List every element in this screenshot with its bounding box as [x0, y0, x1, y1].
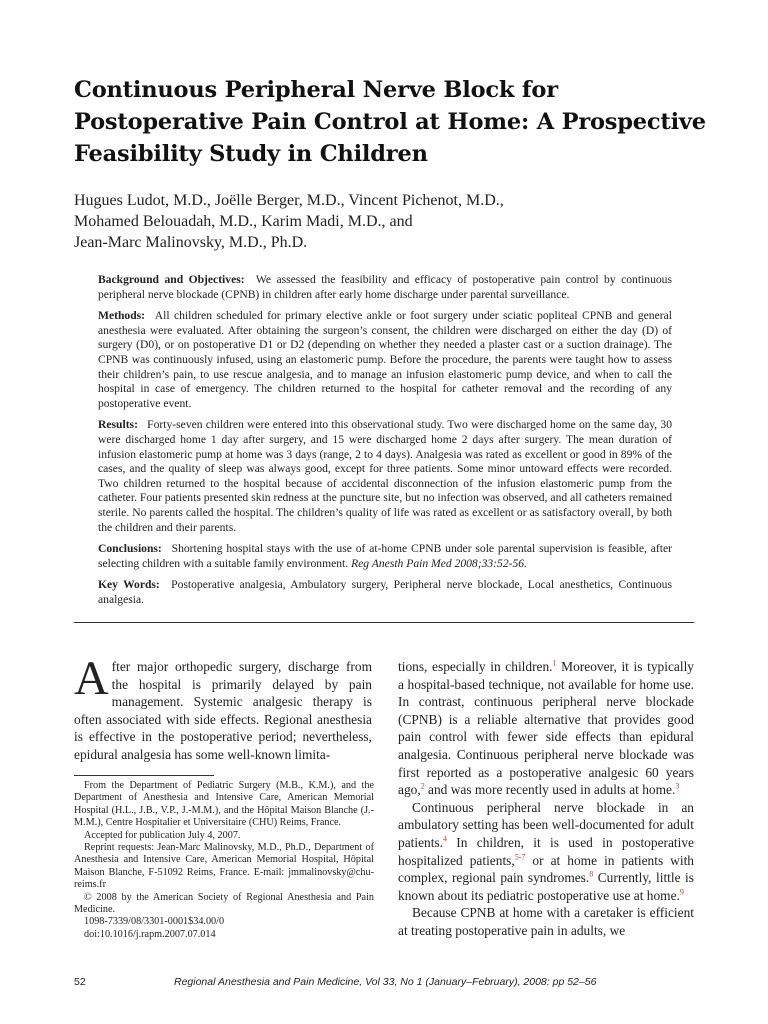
- author-line: Hugues Ludot, M.D., Joëlle Berger, M.D., Vincent Pichenot, M.D.,: [74, 192, 504, 209]
- body-text: Moreover, it is typically a hospital-based technique, not available for home use. In contrast, continuous peripheral nerve blockade (CPNB) is a reliable alternative that provides good pain control with fewer side effects than epidural analgesia. Continuous peripheral nerve blockade was first reported as a postoperative analgesic 60 years ago,: [398, 659, 694, 798]
- conclusions-text: Shortening hospital stays with the use of at-home CPNB under sole parental supervision is feasible, after selecting children with a suitable family environment.: [98, 542, 672, 570]
- drop-cap: A: [74, 652, 109, 705]
- reference-link[interactable]: 8: [589, 869, 594, 879]
- body-right-column: [398, 658, 694, 940]
- footnotes: [74, 780, 374, 941]
- footnote-issn: 1098-7339/08/3301-0001$34.00/0: [84, 916, 225, 928]
- body-text: Currently, little is known about its pediatric postoperative use at home.: [398, 870, 694, 903]
- reference-link[interactable]: 3: [675, 781, 680, 791]
- body-paragraph: [398, 658, 694, 799]
- body-left-column: [74, 652, 372, 764]
- footnote-doi: doi:10.1016/j.rapm.2007.07.014: [84, 928, 216, 940]
- keywords-label: Key Words:: [98, 578, 160, 592]
- article-title: [74, 74, 714, 170]
- methods-text: All children scheduled for primary elective ankle or foot surgery under sciatic popliteal CPNB and general anesthesia were evaluated. After obtaining the surgeon’s consent, the children were discharged on either the day (D) of surgery (D0), or on postoperative D1 or D2 (depending on whether they needed a plaster cast or a suction drainage). The CPNB was continuously infused, using an elastomeric pump. Before the procedure, the parents were taught how to assess their children’s pain, to use rescue analgesia, and to manage an infusion elastomeric pump device, and when to call the hospital in case of emergency. The children returned to the hospital for catheter removal and the recording of any postoperative event.: [98, 309, 672, 410]
- methods-label: Methods:: [98, 309, 146, 323]
- abstract-background: [98, 273, 672, 302]
- reference-link[interactable]: 2: [420, 781, 425, 791]
- body-text: Continuous peripheral nerve blockade in an ambulatory setting has been well-documented for adult patients.: [398, 799, 694, 850]
- abstract-results: [98, 418, 672, 535]
- results-label: Results:: [98, 418, 138, 432]
- background-label: Background and Objectives:: [98, 273, 245, 286]
- abstract-divider: [74, 622, 694, 623]
- reference-link[interactable]: 4: [443, 834, 447, 844]
- author-list: [74, 190, 714, 253]
- abstract-keywords: [98, 578, 672, 607]
- body-text: or at home in patients with complex, regional pain syndromes.: [398, 852, 694, 886]
- author-line: Mohamed Belouadah, M.D., Karim Madi, M.D., and: [74, 213, 413, 230]
- background-text: We assessed the feasibility and efficacy of postoperative pain control by continuous peripheral nerve blockade (CPNB) in children after early home discharge under parental surveillance.: [98, 273, 672, 301]
- abstract-methods: [98, 309, 672, 411]
- footnote-affiliation: From the Department of Pediatric Surgery (M.B., K.M.), and the Department of Anesthesia and Intensive Care, American Memorial Hospital (H.L., J.B., V.P., J.-M.M.), and the Hôpital Maison Blanche (J.-M.M.), Centre Hospitalier et Universitaire (CHU) Reims, France.: [74, 780, 374, 829]
- page-number: 52: [74, 976, 86, 988]
- author-line: Jean-Marc Malinovsky, M.D., Ph.D.: [74, 234, 308, 251]
- footnote-accepted: Accepted for publication July 4, 2007.: [84, 829, 241, 841]
- title-line: Postoperative Pain Control at Home: A Prospective: [74, 109, 706, 135]
- footnote-copyright: © 2008 by the American Society of Regional Anesthesia and Pain Medicine.: [74, 891, 374, 916]
- footnote-reprint: Reprint requests: Jean-Marc Malinovsky, M.D., Ph.D., Department of Anesthesia and Intensive Care, American Memorial Hospital, Hôpital Maison Blanche, F-51092 Reims, France. E-mail: jmmalinovsky@chu-reims.fr: [74, 842, 374, 891]
- abstract-conclusions: [98, 542, 672, 571]
- results-text: Forty-seven children were entered into this observational study. Two were discharged home on the same day, 30 were discharged home 1 day after surgery, and 15 were discharged home 2 days after surgery. The mean duration of infusion elastomeric pump at home was 3 days (range, 2 to 4 days). Analgesia was rated as excellent or good in 89% of the cases, and the quality of sleep was always good, except for three patients. Some minor untoward effects were recorded. Two children returned to the hospital because of accidental disconnection of the infusion elastomeric pump from the catheter. Four patients presented skin redness at the puncture site, but no infection was observed, and all catheters remained sterile. No parents called the hospital. The children’s quality of life was rated as excellent or as satisfactory overall, by both the children and their parents.: [98, 418, 672, 534]
- title-line: Continuous Peripheral Nerve Block for: [74, 77, 558, 103]
- body-text: tions, especially in children.: [398, 659, 553, 674]
- citation: Reg Anesth Pain Med 2008;33:52-56.: [351, 556, 527, 570]
- body-paragraph: [398, 904, 694, 939]
- journal-citation: Regional Anesthesia and Pain Medicine, Vol 33, No 1 (January–February), 2008: pp 52–56: [174, 976, 597, 988]
- intro-paragraph: [74, 652, 372, 764]
- body-text: and was more recently used in adults at home.: [424, 782, 676, 798]
- reference-link[interactable]: 9: [679, 887, 684, 897]
- body-text: In children, it is used in postoperative hospitalized patients,: [398, 834, 694, 868]
- conclusions-label: Conclusions:: [98, 542, 162, 556]
- body-text: Because CPNB at home with a caretaker is efficient at treating postoperative pain in adults, we: [398, 905, 694, 938]
- reference-link[interactable]: 1: [552, 658, 557, 668]
- keywords-text: Postoperative analgesia, Ambulatory surgery, Peripheral nerve blockade, Local anesthetics, Continuous analgesia.: [98, 578, 672, 606]
- title-line: Feasibility Study in Children: [74, 141, 428, 167]
- body-paragraph: [398, 799, 694, 905]
- abstract: [98, 273, 672, 614]
- footnote-divider: [74, 775, 214, 776]
- reference-link[interactable]: 5-7: [514, 852, 526, 862]
- intro-text: fter major orthopedic surgery, discharge from the hospital is primarily delayed by pain management. Systemic analgesic therapy is often associated with side effects. Regional anesthesia is effective in the postoperative period; nevertheless, epidural analgesia has some well-known limita-: [74, 659, 372, 762]
